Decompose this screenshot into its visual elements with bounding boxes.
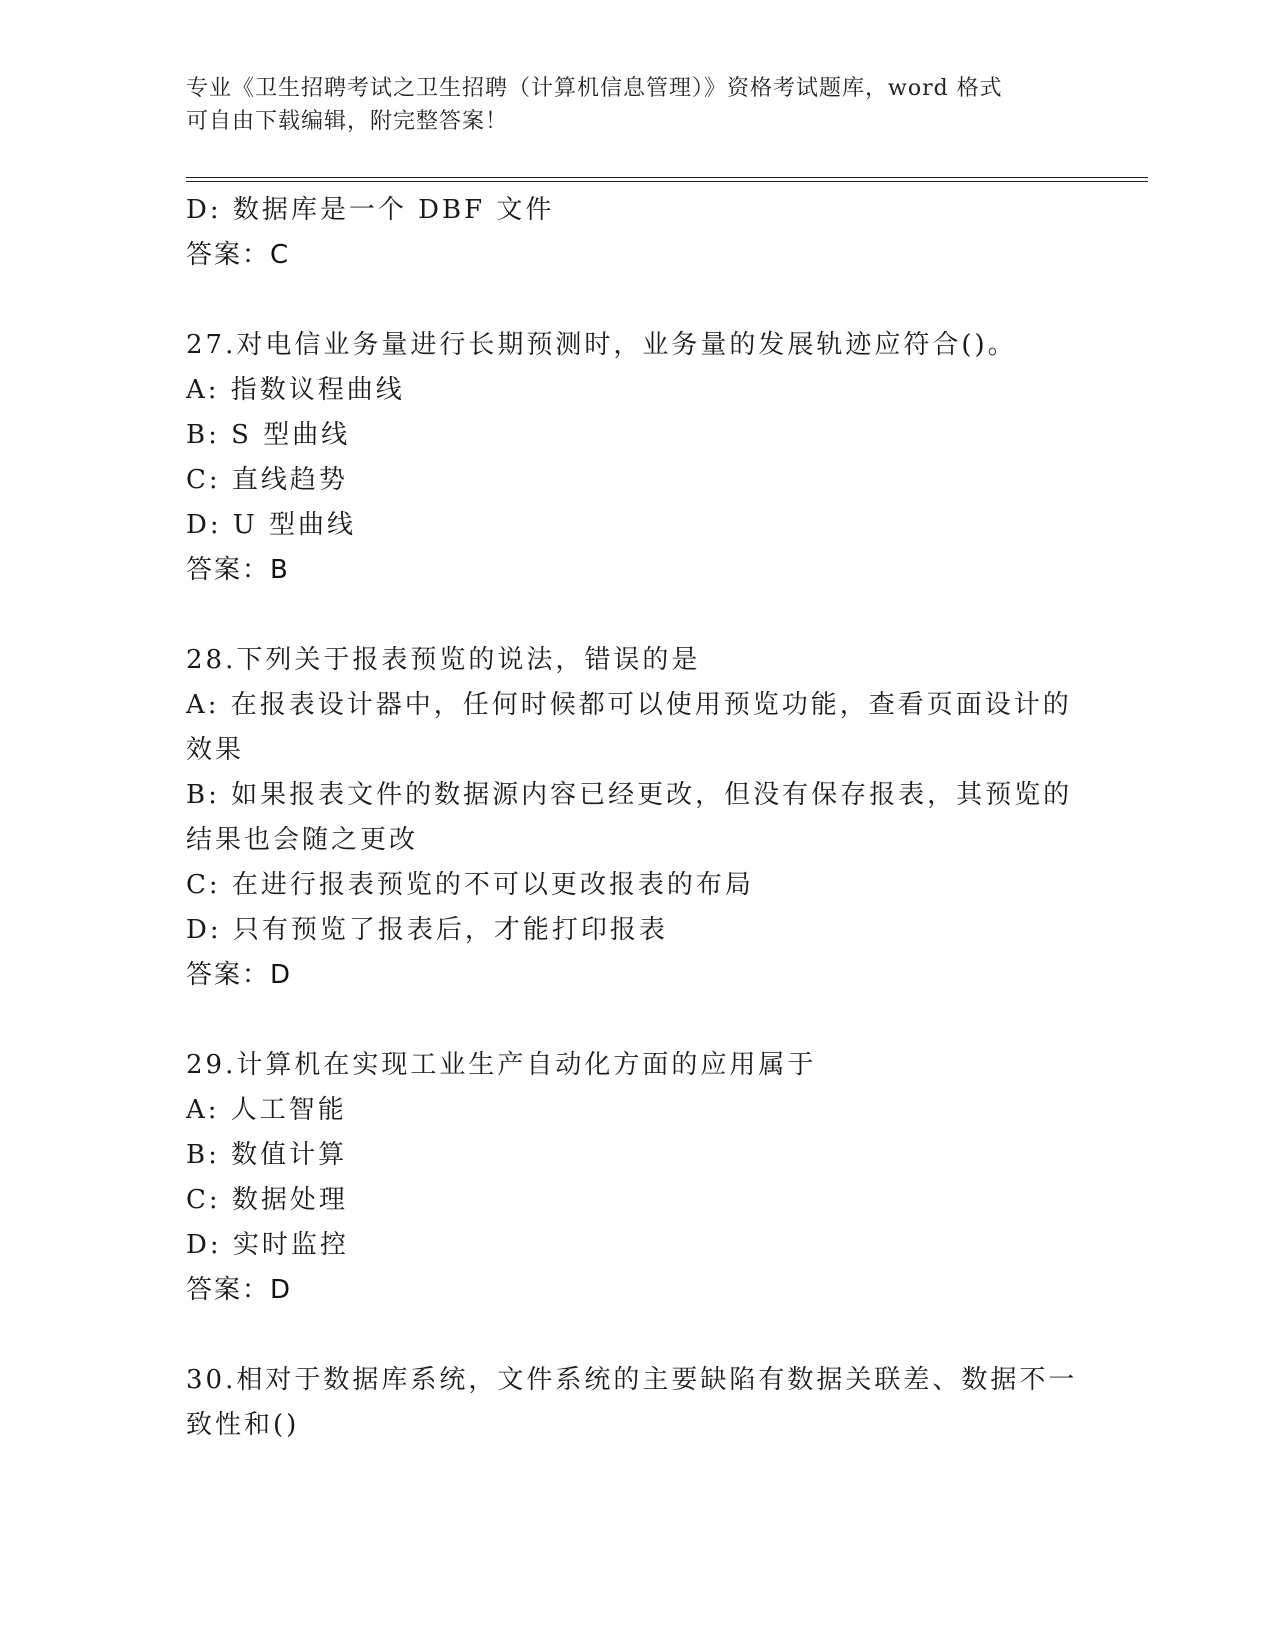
option-b: B: S 型曲线: [186, 420, 351, 450]
option-a: A: 在报表设计器中，任何时候都可以使用预览功能，查看页面设计的: [186, 690, 1072, 720]
page-header: [186, 72, 1066, 138]
answer-line: 答案：D: [186, 960, 293, 990]
spacer: [186, 593, 1086, 638]
option-d: D: 实时监控: [186, 1230, 349, 1260]
option-b: B: 数值计算: [186, 1140, 348, 1170]
option-c: C: 在进行报表预览的不可以更改报表的布局: [186, 870, 754, 900]
answer-line: 答案：D: [186, 1275, 293, 1305]
question-27: [186, 323, 1086, 593]
header-line-2: 可自由下载编辑，附完整答案！: [186, 109, 509, 134]
option-a: A: 指数议程曲线: [186, 375, 405, 405]
option-b: B: 如果报表文件的数据源内容已经更改，但没有保存报表，其预览的: [186, 780, 1073, 810]
question-stem: 28.下列关于报表预览的说法，错误的是: [186, 645, 701, 675]
question-stem: 29.计算机在实现工业生产自动化方面的应用属于: [186, 1050, 817, 1080]
question-28: [186, 638, 1086, 998]
header-rule-bottom: [186, 181, 1148, 182]
option-b-continued: 结果也会随之更改: [186, 825, 419, 855]
option-d: D: 只有预览了报表后，才能打印报表: [186, 915, 668, 945]
question-stem: 30.相对于数据库系统，文件系统的主要缺陷有数据关联差、数据不一: [186, 1365, 1078, 1395]
header-rule-top: [186, 177, 1148, 178]
spacer: [186, 1313, 1086, 1358]
option-a: A: 人工智能: [186, 1095, 347, 1125]
answer-line: 答案：B: [186, 555, 290, 585]
question-stem-continued: 致性和(): [186, 1410, 300, 1440]
question-stem: 27.对电信业务量进行长期预测时，业务量的发展轨迹应符合()。: [186, 330, 1017, 360]
question-content: [186, 188, 1086, 1448]
previous-question-tail: [186, 188, 1086, 278]
option-d: D: U 型曲线: [186, 510, 357, 540]
header-line-1: 专业《卫生招聘考试之卫生招聘（计算机信息管理）》资格考试题库，word 格式: [186, 76, 1003, 101]
option-c: C: 直线趋势: [186, 465, 348, 495]
answer-line: 答案：C: [186, 240, 291, 270]
spacer: [186, 278, 1086, 323]
option-d: D: 数据库是一个 DBF 文件: [186, 195, 555, 225]
option-a-continued: 效果: [186, 735, 245, 765]
question-29: [186, 1043, 1086, 1313]
option-c: C: 数据处理: [186, 1185, 348, 1215]
question-30: [186, 1358, 1086, 1448]
spacer: [186, 998, 1086, 1043]
